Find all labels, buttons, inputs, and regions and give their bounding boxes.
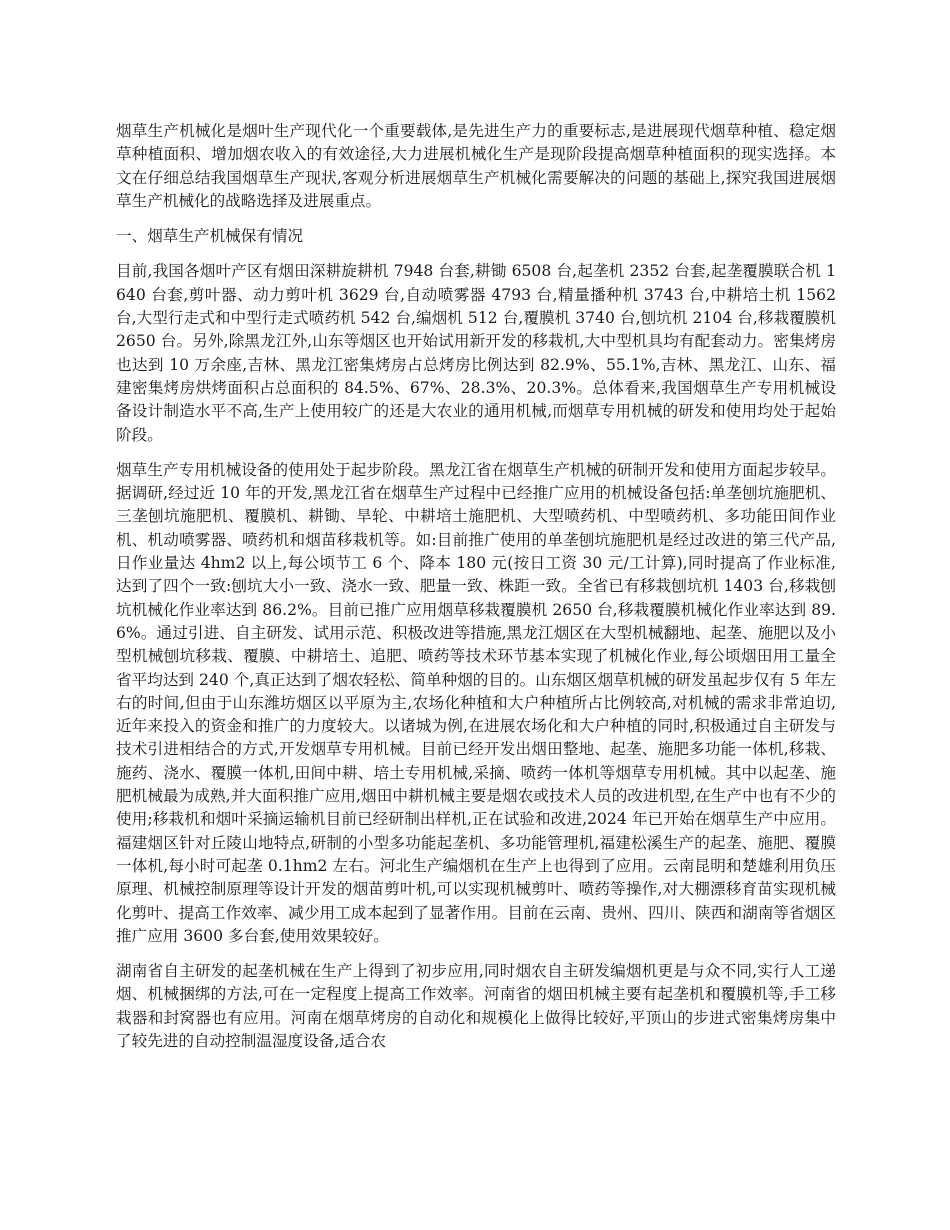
body-paragraph-3: 湖南省自主研发的起垄机械在生产上得到了初步应用,同时烟农自主研发编烟机更是与众不同,实行人工递烟、机械捆绑的方法,可在一定程度上提高工作效率。河南省的烟田机械主要有起垄机和覆膜机等,手工移栽器和封窝器也有应用。河南在烟草烤房的自动化和规模化上做得比较好,平顶山的步进式密集烤房集中了较先进的自动控制温湿度设备,适合农 [116,962,836,1050]
body-paragraph-2: 烟草生产专用机械设备的使用处于起步阶段。黑龙江省在烟草生产机械的研制开发和使用方面起步较早。据调研,经过近 10 年的开发,黑龙江省在烟草生产过程中已经推广应用的机械设备包括:单垄刨坑施肥机、三垄刨坑施肥机、覆膜机、耕锄、旱轮、中耕培土施肥机、大型喷药机、中型喷药机、多功能田间作业机、机动喷雾器、喷药机和烟苗移栽机等。如:目前推广使用的单垄刨坑施肥机是经过改进的第三代产品,日作业量达 4hm2 以上,每公顷节工 6 个、降本 180 元(按日工资 30 元/工计算),同时提高了作业标准,达到了四个一致:刨坑大小一致、浇水一致、肥量一致、株距一致。全省已有移栽刨坑机 1403 台,移栽刨坑机械化作业率达到 86.2%。目前已推广应用烟草移栽覆膜机 2650 台,移栽覆膜机械化作业率达到 89.6%。通过引进、自主研发、试用示范、积极改进等措施,黑龙江烟区在大型机械翻地、起垄、施肥以及小型机械刨坑移栽、覆膜、中耕培土、追肥、喷药等技术环节基本实现了机械化作业,每公顷烟田用工量全省平均达到 240 个,真正达到了烟农轻松、简单种烟的目的。山东烟区烟草机械的研发虽起步仅有 5 年左右的时间,但由于山东潍坊烟区以平原为主,农场化种植和大户种植所占比例较高,对机械的需求非常迫切,近年来投入的资金和推广的力度较大。以诸城为例,在进展农场化和大户种植的同时,积极通过自主研发与技术引进相结合的方式,开发烟草专用机械。目前已经开发出烟田整地、起垄、施肥多功能一体机,移栽、施药、浇水、覆膜一体机,田间中耕、培土专用机械,采摘、喷药一体机等烟草专用机械。其中以起垄、施肥机械最为成熟,并大面积推广应用,烟田中耕机械主要是烟农或技术人员的改进机型,在生产中也有不少的使用;移栽机和烟叶采摘运输机目前已经研制出样机,正在试验和改进,2024 年已开始在烟草生产中应用。福建烟区针对丘陵山地特点,研制的小型多功能起垄机、多功能管理机,福建松溪生产的起垄、施肥、覆膜一体机,每小时可起垄 0.1hm2 左右。河北生产编烟机在生产上也得到了应用。云南昆明和楚雄利用负压原理、机械控制原理等设计开发的烟苗剪叶机,可以实现机械剪叶、喷药等操作,对大棚漂移育苗实现机械化剪叶、提高工作效率、减少用工成本起到了显著作用。目前在云南、贵州、四川、陕西和湖南等省烟区推广应用 3600 多台套,使用效果较好。 [116,460,836,945]
body-paragraph-1: 目前,我国各烟叶产区有烟田深耕旋耕机 7948 台套,耕锄 6508 台,起垄机 2352 台套,起垄覆膜联合机 1640 台套,剪叶器、动力剪叶机 3629 台,自动喷雾器 4793 台,精量播种机 3743 台,中耕培土机 1562 台,大型行走式和中型行走式喷药机 542 台,编烟机 512 台,覆膜机 3740 台,刨坑机 2104 台,移栽覆膜机 2650 台。另外,除黑龙江外,山东等烟区也开始试用新开发的移栽机,大中型机具均有配套动力。密集烤房也达到 10 万余座,吉林、黑龙江密集烤房占总烤房比例达到 82.9%、55.1%,吉林、黑龙江、山东、福建密集烤房烘烤面积占总面积的 84.5%、67%、28.3%、20.3%。总体看来,我国烟草生产专用机械设备设计制造水平不高,生产上使用较广的还是大农业的通用机械,而烟草专用机械的研发和使用均处于起始阶段。 [116,262,836,444]
section-heading: 一、烟草生产机械保有情况 [116,227,304,246]
intro-paragraph: 烟草生产机械化是烟叶生产现代化一个重要载体,是先进生产力的重要标志,是进展现代烟草种植、稳定烟草种植面积、增加烟农收入的有效途径,大力进展机械化生产是现阶段提高烟草种植面积的现实选择。本文在仔细总结我国烟草生产现状,客观分析进展烟草生产机械化需要解决的问题的基础上,探究我国进展烟草生产机械化的战略选择及进展重点。 [116,122,836,210]
document-page [116,120,836,1065]
